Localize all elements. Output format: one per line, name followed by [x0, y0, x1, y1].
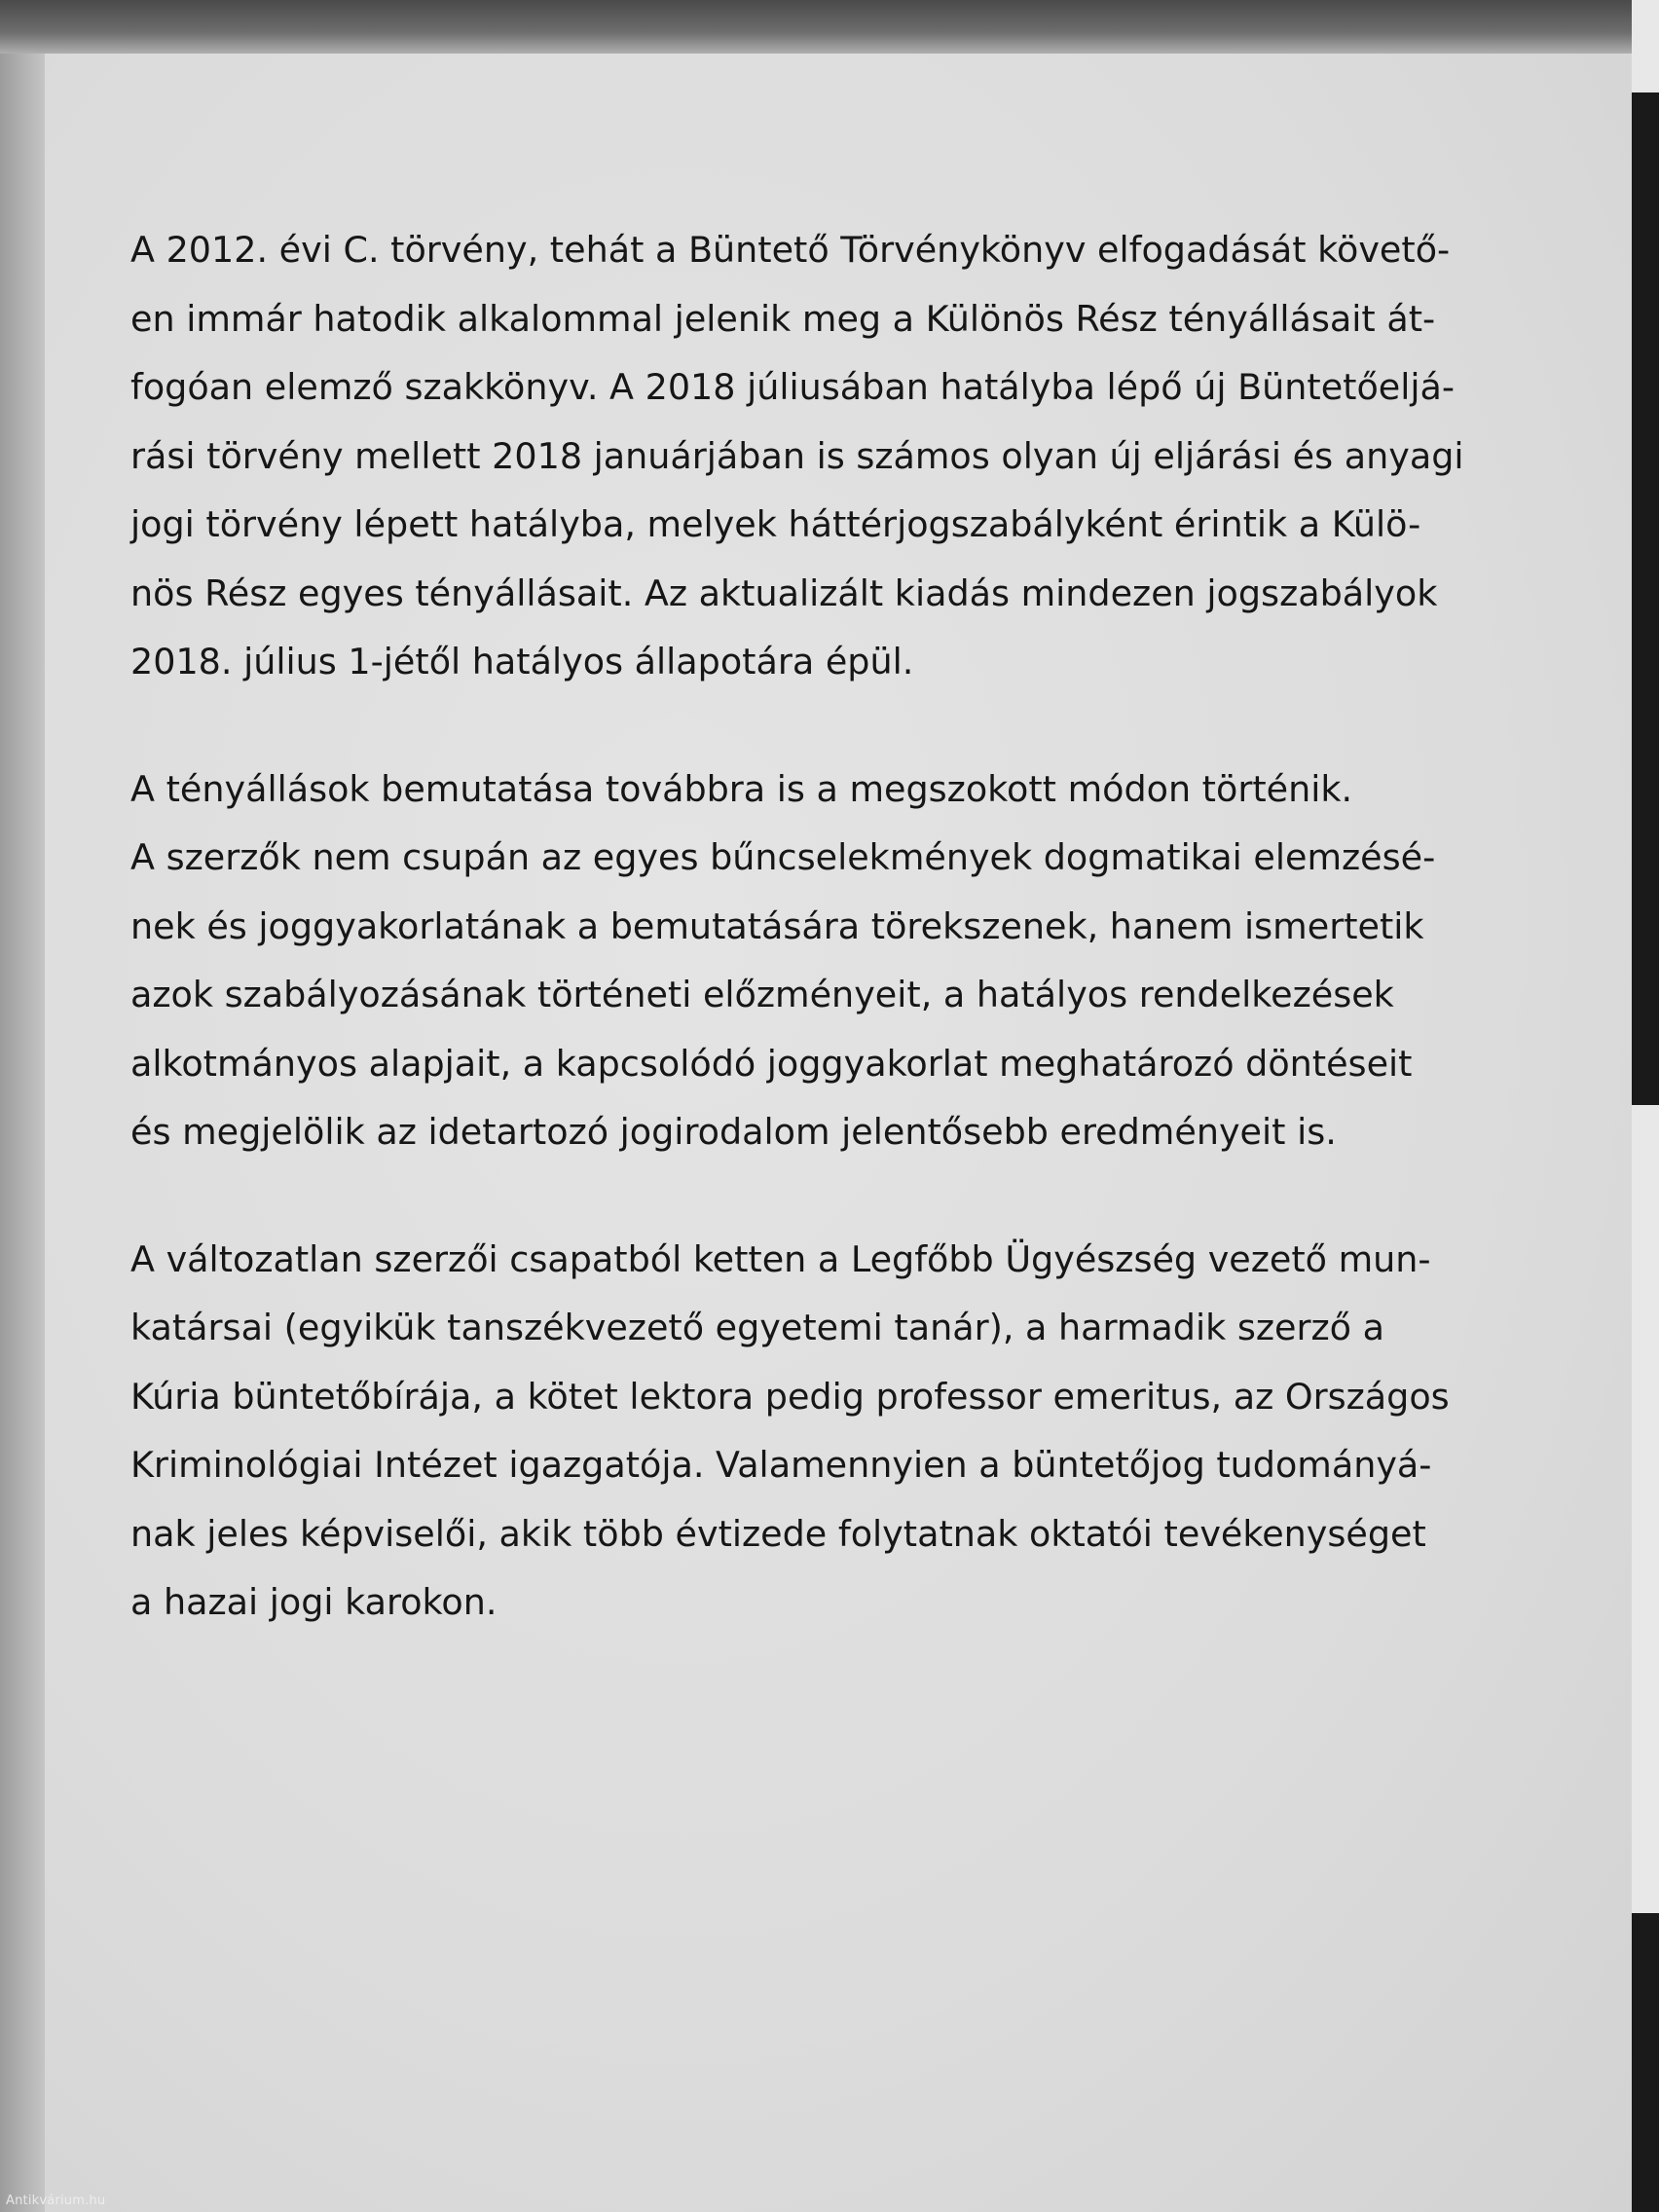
right-dark-strip-lower — [1632, 1913, 1659, 2212]
blurb-text — [130, 216, 1523, 1696]
paragraph-3: A változatlan szerzői csapatból ketten a Legfőbb Ügyészség vezető mun- katársai (egyikük tanszékvezető egyetemi tanár), a harmadik szerző a Kúria büntetőbírája, a kötet lektora pedig professor emeritus, az Országos Kriminológiai Intézet igazgatója. Valamennyien a büntetőjog tudományá- nak jeles képviselői, akik több évtizede folytatnak oktatói tevékenységet a hazai jogi karokon. — [130, 1237, 1450, 1623]
paragraph-2: A tényállások bemutatása továbbra is a megszokott módon történik. A szerzők nem csupán az egyes bűncselekmények dogmatikai elemzésé- nek és joggyakorlatának a bemutatására törekszenek, hanem ismertetik azok szabályozásának történeti előzményeit, a hatályos rendelkezések alkotmányos alapjait, a kapcsolódó joggyakorlat meghatározó döntéseit és megjelölik az idetartozó jogirodalom jelentősebb eredményeit is. — [130, 767, 1436, 1153]
paragraph-1: A 2012. évi C. törvény, tehát a Büntető Törvénykönyv elfogadását követő- en immár hatodik alkalommal jelenik meg a Különös Rész tényállásait át- fogóan elemző szakkönyv. A 2018 júliusában hatályba lépő új Büntetőeljá- rási törvény mellett 2018 januárjában is számos olyan új eljárási és anyagi jogi törvény lépett hatályba, melyek háttérjogszabályként érintik a Külö- nös Rész egyes tényállásait. Az aktualizált kiadás mindezen jogszabályok 2018. július 1-jétől hatályos állapotára épül. — [130, 229, 1464, 682]
left-page-edge — [0, 54, 45, 2212]
right-dark-strip-upper — [1632, 92, 1659, 1105]
top-shadow — [0, 0, 1659, 58]
watermark: Antikvárium.hu — [6, 2194, 106, 2208]
